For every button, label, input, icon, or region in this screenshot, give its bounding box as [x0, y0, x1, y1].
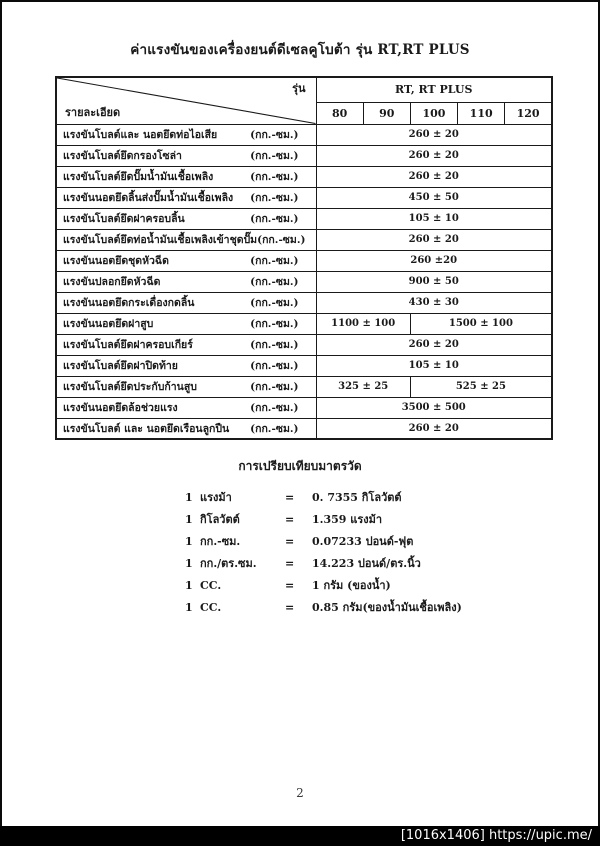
row-label-inner: [57, 294, 316, 311]
row-label-inner: [57, 147, 316, 164]
row-label: แรงขันโบลต์ยึดฝาครอบเกียร์: [63, 339, 193, 351]
row-unit: (กก.-ซม.): [250, 297, 299, 309]
row-label: แรงขันโบลต์ยึดฝาปิดท้าย: [63, 360, 178, 372]
torque-value: 450 ± 50: [316, 187, 552, 208]
row-unit: (กก.-ซม.): [250, 150, 299, 162]
table-row: [56, 229, 552, 250]
torque-value: 105 ± 10: [316, 208, 552, 229]
table-row: [56, 124, 552, 145]
table-row: [56, 355, 552, 376]
row-unit: (กก.-ซม.): [250, 360, 299, 372]
torque-value: 325 ± 25: [316, 376, 410, 397]
watermark-text: [1016x1406] https://upic.me/: [400, 828, 592, 843]
row-label-cell: [56, 250, 316, 271]
row-label-cell: [56, 418, 316, 439]
row-label-inner: [57, 210, 316, 227]
row-label-inner: [57, 252, 316, 269]
page-number: 2: [296, 786, 304, 800]
equals-sign: =: [285, 490, 295, 504]
torque-value: 525 ± 25: [410, 376, 552, 397]
row-label-cell: [56, 313, 316, 334]
row-unit: (กก.-ซม.): [250, 402, 299, 414]
model-group-header: RT, RT PLUS: [316, 77, 552, 102]
conversion-item: [185, 530, 598, 552]
equals-sign: =: [285, 534, 295, 548]
torque-value: 260 ± 20: [316, 124, 552, 145]
table-row: [56, 187, 552, 208]
torque-value: 1100 ± 100: [316, 313, 410, 334]
conversion-quantity: 1: [185, 534, 193, 548]
equals-sign: =: [285, 578, 295, 592]
row-label-inner: [57, 336, 316, 353]
row-label-inner: [57, 189, 316, 206]
model-column-header: 120: [505, 102, 552, 124]
conversion-result: 1 กรัม (ของน้ำ): [312, 579, 391, 592]
row-label: แรงขันนอตยึดลิ้นส่งปั๊มน้ำมันเชื้อเพลิง: [63, 192, 234, 204]
table-row: [56, 313, 552, 334]
watermark-bar: [0, 826, 600, 846]
row-label: แรงขันปลอกยึดหัวฉีด: [63, 276, 161, 288]
conversion-result: 14.223 ปอนด์/ตร.นิ้ว: [312, 557, 421, 570]
table-row: [56, 271, 552, 292]
row-label-inner: [57, 399, 316, 416]
model-column-header: 100: [410, 102, 457, 124]
torque-value: 430 ± 30: [316, 292, 552, 313]
conversion-quantity: 1: [185, 512, 193, 526]
model-column-header: 110: [458, 102, 505, 124]
row-label: แรงขันนอตยึดชุดหัวฉีด: [63, 255, 169, 267]
conversion-item: [185, 596, 598, 618]
torque-value: 260 ±20: [316, 250, 552, 271]
row-unit: (กก.-ซม.): [250, 339, 299, 351]
document-page: [2, 2, 598, 826]
row-label-inner: [57, 357, 316, 374]
row-label: แรงขันโบลต์ยึดกรองโซล่า: [63, 150, 182, 162]
conversion-from-unit: CC.: [200, 600, 222, 614]
conversion-quantity: 1: [185, 578, 193, 592]
conversion-result: 1.359 แรงม้า: [312, 513, 383, 526]
row-label-cell: [56, 187, 316, 208]
row-unit: (กก.-ซม.): [250, 192, 299, 204]
conversion-quantity: 1: [185, 490, 193, 504]
table-row: [56, 418, 552, 439]
conversion-from-unit: แรงม้า: [200, 491, 232, 504]
row-label: แรงขันโบลต์ และ นอตยึดเรือนลูกปืน: [63, 422, 230, 435]
row-label-inner: [57, 126, 316, 143]
row-label-inner: [57, 168, 316, 185]
model-column-header: 80: [316, 102, 363, 124]
row-label-inner: [57, 420, 316, 437]
row-label: แรงขันโบลต์ยึดท่อน้ำมันเชื้อเพลิงเข้าชุดปั๊ม: [63, 234, 258, 246]
row-label-cell: [56, 145, 316, 166]
conversion-result: 0.07233 ปอนด์-ฟุต: [312, 535, 414, 548]
row-unit: (กก.-ซม.): [250, 276, 299, 288]
table-row: [56, 292, 552, 313]
row-label-cell: [56, 166, 316, 187]
row-label-cell: [56, 376, 316, 397]
row-label: แรงขันโบลต์ยึดประกับก้านสูบ: [63, 381, 197, 393]
row-label-cell: [56, 124, 316, 145]
row-label-cell: [56, 292, 316, 313]
row-label-cell: [56, 229, 316, 250]
row-label-inner: [57, 231, 316, 248]
corner-model-label: รุ่น: [292, 82, 306, 95]
torque-value: 3500 ± 500: [316, 397, 552, 418]
row-label-inner: [57, 378, 316, 395]
row-label: แรงขันโบลต์ยึดฝาครอบลิ้น: [63, 213, 185, 225]
table-row: [56, 250, 552, 271]
torque-value: 260 ± 20: [316, 145, 552, 166]
row-label-cell: [56, 271, 316, 292]
conversion-from-unit: กก./ตร.ซม.: [200, 557, 257, 570]
conversion-from-unit: CC.: [200, 578, 222, 592]
torque-value: 260 ± 20: [316, 166, 552, 187]
row-unit: (กก.-ซม.): [250, 381, 299, 393]
corner-detail-label: รายละเอียด: [65, 105, 121, 119]
torque-value: 900 ± 50: [316, 271, 552, 292]
equals-sign: =: [285, 600, 295, 614]
row-label: แรงขันนอตยึดกระเดื่องกดลิ้น: [63, 297, 195, 309]
conversion-item: [185, 574, 598, 596]
table-row: [56, 208, 552, 229]
row-unit: (กก.-ซม.): [250, 255, 299, 267]
conversion-result: 0.85 กรัม(ของน้ำมันเชื้อเพลิง): [312, 601, 462, 614]
conversion-from-unit: กิโลวัตต์: [200, 513, 240, 526]
row-unit: (กก.-ซม.): [250, 213, 299, 225]
row-label-inner: [57, 315, 316, 332]
row-label: แรงขันโบลต์และ นอตยึดท่อไอเสีย: [63, 129, 218, 141]
conversion-item: [185, 486, 598, 508]
conversion-item: [185, 552, 598, 574]
row-label: แรงขันนอตยึดล้อช่วยแรง: [63, 402, 178, 414]
equals-sign: =: [285, 556, 295, 570]
table-corner-cell: [56, 77, 316, 124]
row-unit: (กก.-ซม.): [250, 171, 299, 183]
row-label-cell: [56, 334, 316, 355]
conversion-result: 0. 7355 กิโลวัตต์: [312, 491, 402, 504]
table-row: [56, 145, 552, 166]
conversion-section: [2, 457, 598, 618]
conversion-quantity: 1: [185, 600, 193, 614]
conversion-item: [185, 508, 598, 530]
row-unit: (กก.-ซม.): [257, 234, 306, 246]
row-label-cell: [56, 355, 316, 376]
torque-value: 260 ± 20: [316, 334, 552, 355]
torque-value: 105 ± 10: [316, 355, 552, 376]
row-unit: (กก.-ซม.): [250, 422, 299, 435]
row-unit: (กก.-ซม.): [250, 318, 299, 330]
row-label-cell: [56, 397, 316, 418]
torque-value: 260 ± 20: [316, 229, 552, 250]
torque-value: 1500 ± 100: [410, 313, 552, 334]
model-column-header: 90: [363, 102, 410, 124]
row-unit: (กก.-ซม.): [250, 129, 299, 141]
row-label-inner: [57, 273, 316, 290]
page-title: ค่าแรงขันของเครื่องยนต์ดีเซลคูโบต้า รุ่น RT,RT PLUS: [130, 42, 470, 58]
row-label: แรงขันนอตยึดฝาสูบ: [63, 318, 154, 330]
conversion-quantity: 1: [185, 556, 193, 570]
torque-value: 260 ± 20: [316, 418, 552, 439]
row-label-cell: [56, 208, 316, 229]
group-header-row: [56, 77, 552, 102]
table-row: [56, 166, 552, 187]
table-row: [56, 334, 552, 355]
torque-table: [55, 76, 553, 440]
table-row: [56, 397, 552, 418]
equals-sign: =: [285, 512, 295, 526]
conversion-title: การเปรียบเทียบมาตรวัด: [238, 459, 362, 473]
row-label: แรงขันโบลต์ยึดปั๊มน้ำมันเชื้อเพลิง: [63, 171, 214, 183]
conversion-from-unit: กก.-ซม.: [200, 535, 241, 548]
conversion-list: [185, 486, 598, 618]
table-row: [56, 376, 552, 397]
